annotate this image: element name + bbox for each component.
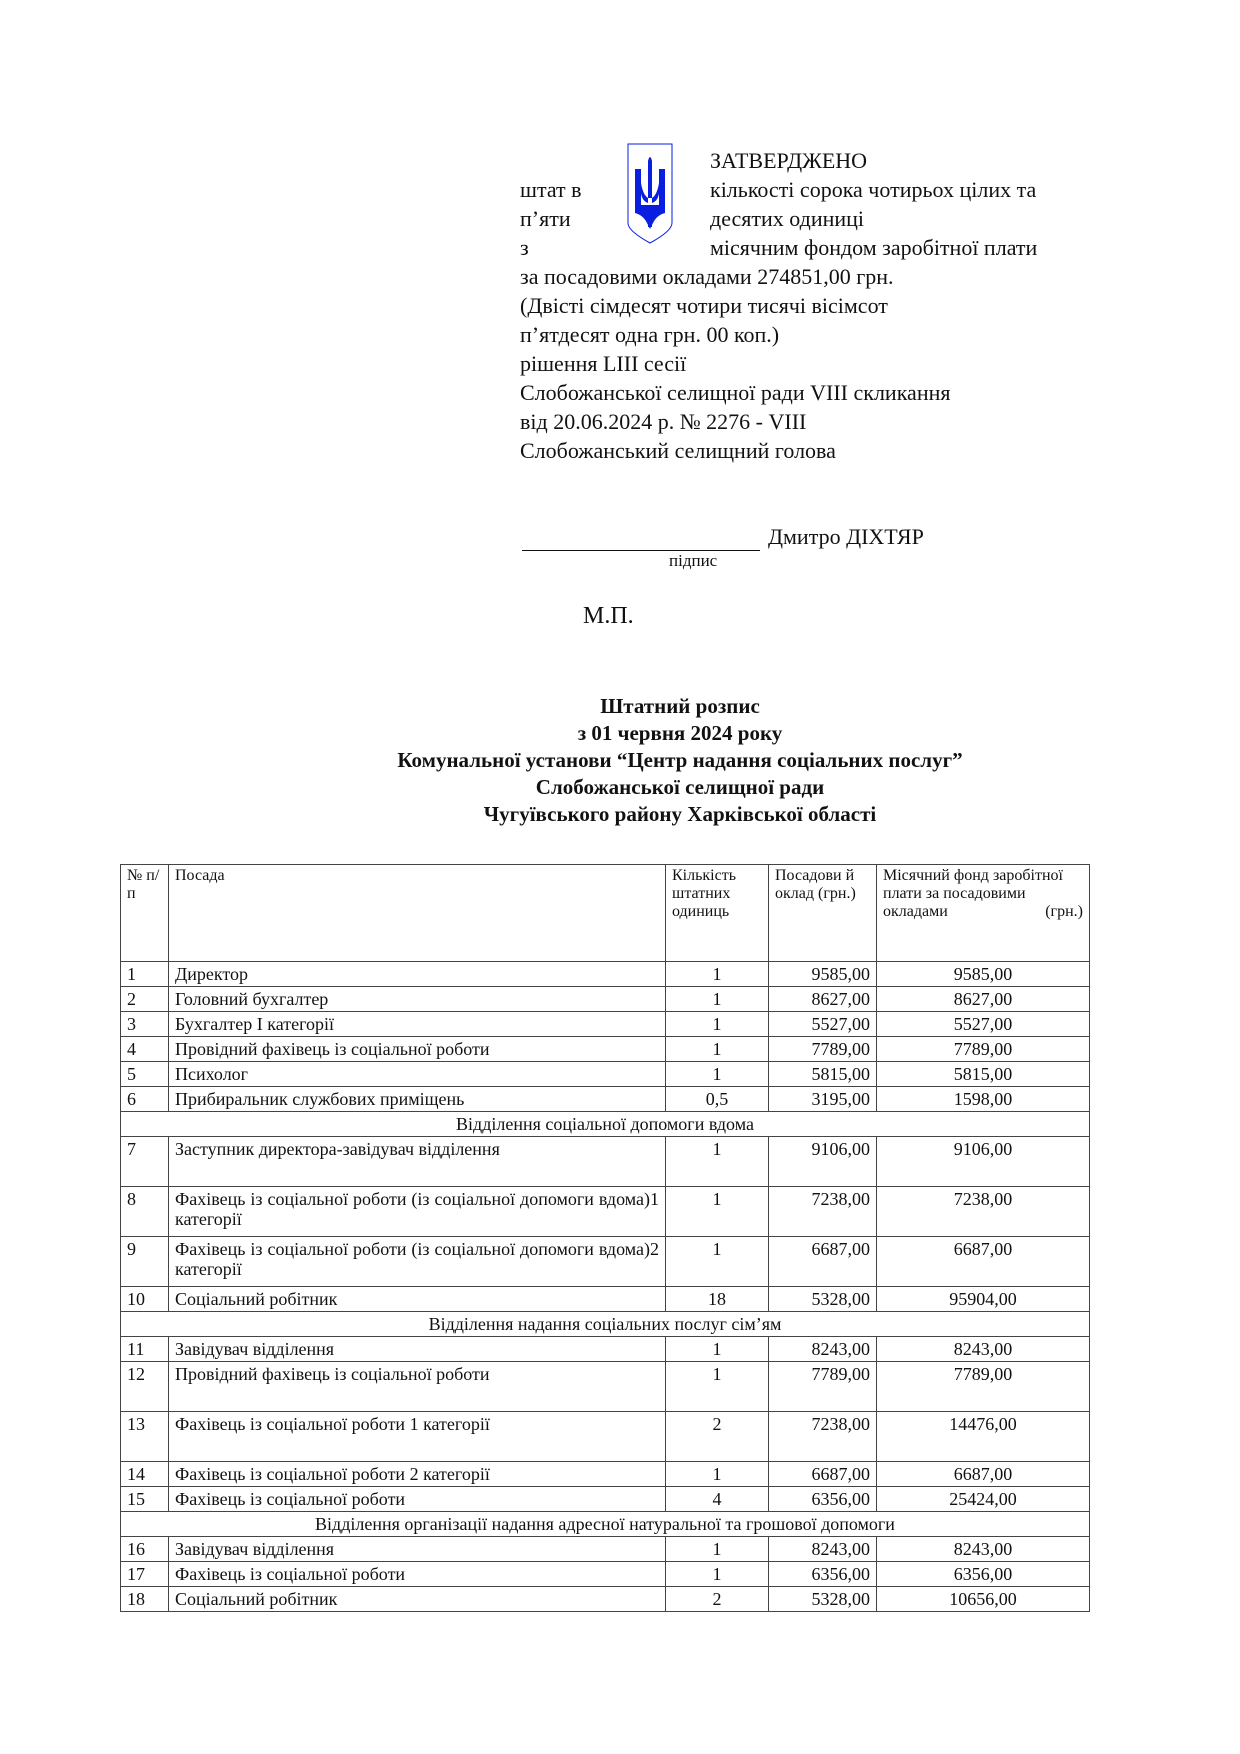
staff-table	[120, 864, 1090, 1612]
row-no: 17	[121, 1562, 169, 1587]
row-position: Фахівець із соціальної роботи (із соціальної допомоги вдома)1 категорії	[169, 1187, 666, 1237]
row-salary: 9106,00	[769, 1137, 877, 1187]
table-row	[121, 1537, 1090, 1562]
row-fund: 5815,00	[877, 1062, 1090, 1087]
row-position: Фахівець із соціальної роботи (із соціальної допомоги вдома)2 категорії	[169, 1237, 666, 1287]
row-count: 1	[666, 1462, 769, 1487]
table-row	[121, 1462, 1090, 1487]
header-no: № п/ п	[121, 865, 169, 962]
row-position: Прибиральник службових приміщень	[169, 1087, 666, 1112]
section-title: Відділення соціальної допомоги вдома	[121, 1112, 1090, 1137]
header-position: Посада	[169, 865, 666, 962]
document-title	[300, 693, 1060, 828]
row-count: 4	[666, 1487, 769, 1512]
row-position: Завідувач відділення	[169, 1337, 666, 1362]
row-no: 2	[121, 987, 169, 1012]
signature-caption: підпис	[669, 551, 718, 570]
approval-right-2: десятих одиниці	[710, 206, 865, 231]
row-fund: 6687,00	[877, 1237, 1090, 1287]
row-salary: 7789,00	[769, 1362, 877, 1412]
row-no: 4	[121, 1037, 169, 1062]
header-fund: Місячний фонд заробітної плати за посадовими окладами (грн.)	[877, 865, 1090, 962]
row-salary: 7238,00	[769, 1187, 877, 1237]
table-row	[121, 987, 1090, 1012]
row-salary: 5328,00	[769, 1587, 877, 1612]
row-no: 8	[121, 1187, 169, 1237]
row-no: 3	[121, 1012, 169, 1037]
title-line-2: з 01 червня 2024 року	[577, 721, 783, 745]
row-position: Фахівець із соціальної роботи 1 категорії	[169, 1412, 666, 1462]
table-row	[121, 1587, 1090, 1612]
table-row	[121, 1562, 1090, 1587]
row-count: 1	[666, 1187, 769, 1237]
row-fund: 7238,00	[877, 1187, 1090, 1237]
approval-right-3: місячним фондом заробітної плати	[710, 235, 1038, 260]
row-count: 1	[666, 987, 769, 1012]
row-salary: 5527,00	[769, 1012, 877, 1037]
header-count: Кількість штатних одиниць	[666, 865, 769, 962]
ukraine-trident-icon	[627, 143, 673, 244]
row-salary: 6356,00	[769, 1487, 877, 1512]
row-no: 9	[121, 1237, 169, 1287]
row-no: 16	[121, 1537, 169, 1562]
row-fund: 10656,00	[877, 1587, 1090, 1612]
section-title: Відділення надання соціальних послуг сім’ям	[121, 1312, 1090, 1337]
section-row	[121, 1312, 1090, 1337]
row-fund: 95904,00	[877, 1287, 1090, 1312]
row-salary: 6356,00	[769, 1562, 877, 1587]
row-salary: 6687,00	[769, 1237, 877, 1287]
row-salary: 3195,00	[769, 1087, 877, 1112]
row-count: 1	[666, 1237, 769, 1287]
row-position: Фахівець із соціальної роботи	[169, 1487, 666, 1512]
approval-line-1: за посадовими окладами 274851,00 грн.	[520, 264, 894, 289]
approval-line-3: п’ятдесят одна грн. 00 коп.)	[520, 322, 780, 347]
row-no: 1	[121, 962, 169, 987]
row-position: Провідний фахівець із соціальної роботи	[169, 1362, 666, 1412]
header-salary: Посадови й оклад (грн.)	[769, 865, 877, 962]
table-row	[121, 1487, 1090, 1512]
row-no: 7	[121, 1137, 169, 1187]
row-fund: 7789,00	[877, 1037, 1090, 1062]
table-row	[121, 962, 1090, 987]
row-salary: 9585,00	[769, 962, 877, 987]
table-row	[121, 1062, 1090, 1087]
row-salary: 8243,00	[769, 1337, 877, 1362]
row-count: 0,5	[666, 1087, 769, 1112]
table-row	[121, 1412, 1090, 1462]
row-salary: 6687,00	[769, 1462, 877, 1487]
title-line-4: Слобожанської селищної ради	[535, 775, 825, 799]
row-position: Психолог	[169, 1062, 666, 1087]
section-row	[121, 1112, 1090, 1137]
row-no: 13	[121, 1412, 169, 1462]
row-count: 1	[666, 1362, 769, 1412]
row-count: 1	[666, 1037, 769, 1062]
row-fund: 25424,00	[877, 1487, 1090, 1512]
approval-line-4: рішення LIII сесії	[520, 351, 687, 376]
section-row	[121, 1512, 1090, 1537]
signature-line	[522, 550, 760, 551]
row-count: 1	[666, 1012, 769, 1037]
row-position: Завідувач відділення	[169, 1537, 666, 1562]
row-count: 1	[666, 1062, 769, 1087]
row-salary: 5328,00	[769, 1287, 877, 1312]
row-no: 10	[121, 1287, 169, 1312]
row-position: Соціальний робітник	[169, 1587, 666, 1612]
row-fund: 6356,00	[877, 1562, 1090, 1587]
row-fund: 6687,00	[877, 1462, 1090, 1487]
row-position: Соціальний робітник	[169, 1287, 666, 1312]
row-fund: 8627,00	[877, 987, 1090, 1012]
table-row	[121, 1087, 1090, 1112]
row-fund: 8243,00	[877, 1537, 1090, 1562]
title-line-3: Комунальної установи “Центр надання соціальних послуг”	[397, 748, 963, 772]
row-salary: 7238,00	[769, 1412, 877, 1462]
row-count: 1	[666, 1137, 769, 1187]
row-fund: 14476,00	[877, 1412, 1090, 1462]
approval-left-1: штат в	[520, 177, 582, 202]
row-no: 12	[121, 1362, 169, 1412]
row-position: Головний бухгалтер	[169, 987, 666, 1012]
row-salary: 8627,00	[769, 987, 877, 1012]
row-no: 18	[121, 1587, 169, 1612]
approval-line-7: Слобожанський селищний голова	[520, 438, 836, 463]
approval-right-1: кількості сорока чотирьох цілих та	[710, 177, 1037, 202]
section-title: Відділення організації надання адресної натуральної та грошової допомоги	[121, 1512, 1090, 1537]
title-line-1: Штатний розпис	[600, 694, 760, 718]
table-row	[121, 1187, 1090, 1237]
row-count: 1	[666, 1337, 769, 1362]
table-row	[121, 1287, 1090, 1312]
title-line-5: Чугуївського району Харківської області	[483, 802, 877, 826]
row-salary: 5815,00	[769, 1062, 877, 1087]
row-count: 18	[666, 1287, 769, 1312]
row-count: 1	[666, 1537, 769, 1562]
row-position: Бухгалтер I категорії	[169, 1012, 666, 1037]
table-row	[121, 1337, 1090, 1362]
row-fund: 1598,00	[877, 1087, 1090, 1112]
row-fund: 8243,00	[877, 1337, 1090, 1362]
row-count: 2	[666, 1412, 769, 1462]
row-fund: 7789,00	[877, 1362, 1090, 1412]
row-position: Провідний фахівець із соціальної роботи	[169, 1037, 666, 1062]
approved-label: ЗАТВЕРДЖЕНО	[710, 148, 868, 173]
table-row	[121, 1237, 1090, 1287]
table-row	[121, 1012, 1090, 1037]
row-count: 1	[666, 1562, 769, 1587]
row-count: 2	[666, 1587, 769, 1612]
row-position: Фахівець із соціальної роботи	[169, 1562, 666, 1587]
row-position: Директор	[169, 962, 666, 987]
row-salary: 8243,00	[769, 1537, 877, 1562]
stamp-mark: М.П.	[583, 603, 634, 629]
row-fund: 9585,00	[877, 962, 1090, 987]
row-fund: 9106,00	[877, 1137, 1090, 1187]
approval-line-6: від 20.06.2024 р. № 2276 - VIII	[520, 409, 807, 434]
table-row	[121, 1037, 1090, 1062]
row-salary: 7789,00	[769, 1037, 877, 1062]
row-no: 15	[121, 1487, 169, 1512]
approval-left-3: з	[520, 235, 529, 260]
table-row	[121, 1137, 1090, 1187]
row-position: Заступник директора-завідувач відділення	[169, 1137, 666, 1187]
row-no: 14	[121, 1462, 169, 1487]
signatory-name: Дмитро ДІХТЯР	[768, 524, 924, 549]
approval-left-2: п’яти	[520, 206, 571, 231]
row-position: Фахівець із соціальної роботи 2 категорії	[169, 1462, 666, 1487]
row-count: 1	[666, 962, 769, 987]
table-row	[121, 1362, 1090, 1412]
row-no: 5	[121, 1062, 169, 1087]
row-no: 11	[121, 1337, 169, 1362]
row-fund: 5527,00	[877, 1012, 1090, 1037]
row-no: 6	[121, 1087, 169, 1112]
approval-line-5: Слобожанської селищної ради VIII скликання	[520, 380, 951, 405]
approval-line-2: (Двісті сімдесят чотири тисячі вісімсот	[520, 293, 888, 318]
